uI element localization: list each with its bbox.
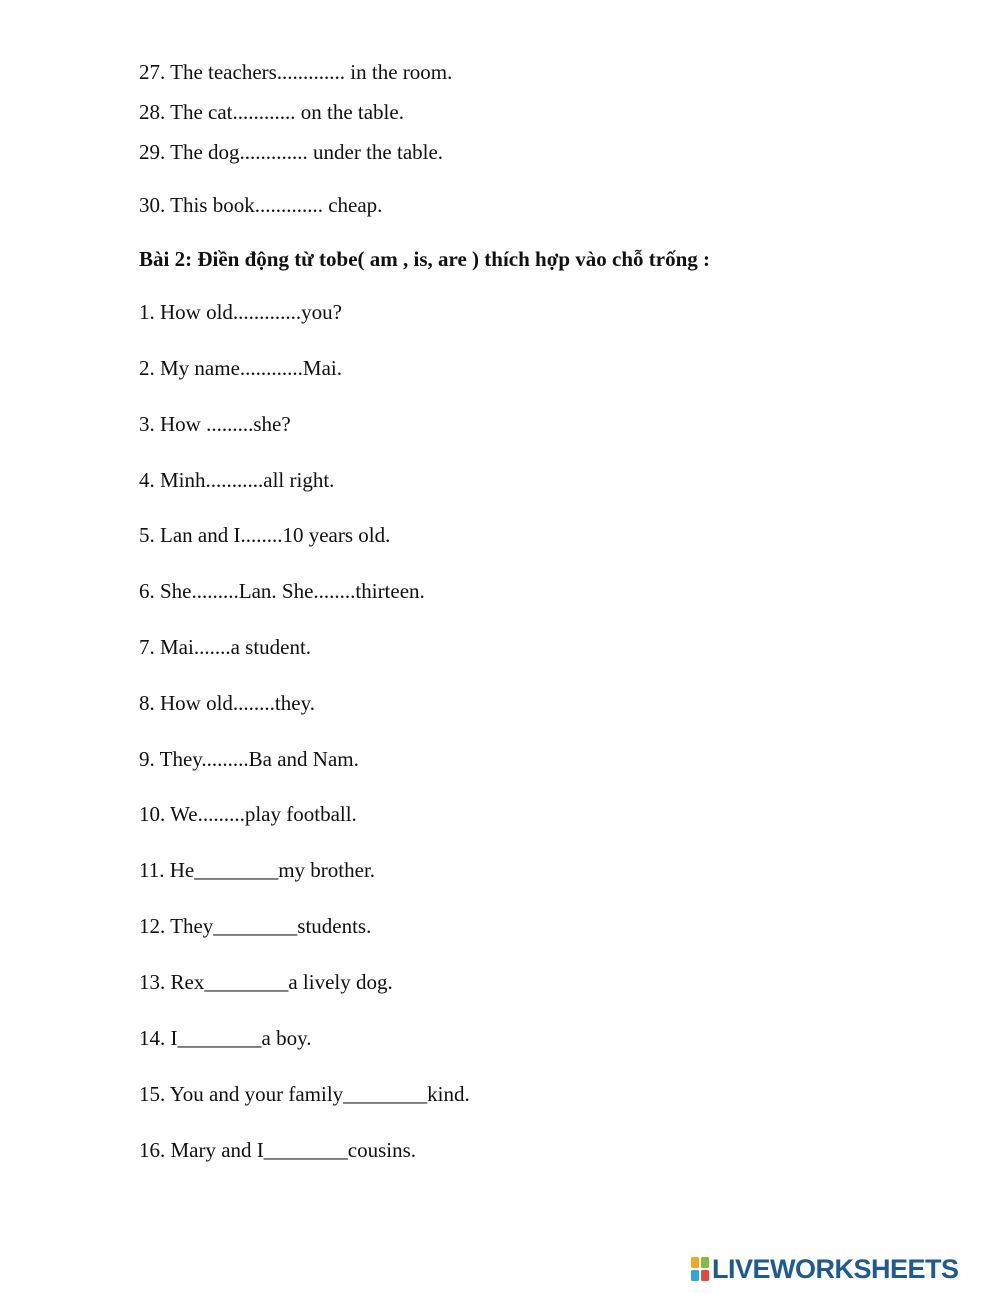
liveworksheets-logo-icon xyxy=(691,1257,709,1281)
liveworksheets-wordmark: LIVEWORKSHEETS xyxy=(712,1254,959,1284)
exercise-2-item-5: 5. Lan and I........10 years old. xyxy=(139,523,391,547)
exercise-2-item-12: 12. They________students. xyxy=(139,914,372,938)
exercise-2-item-13: 13. Rex________a lively dog. xyxy=(139,970,393,994)
exercise-2-item-6: 6. She.........Lan. She........thirteen. xyxy=(139,579,425,603)
exercise-2-item-11: 11. He________my brother. xyxy=(139,858,376,882)
exercise-2-item-16: 16. Mary and I________cousins. xyxy=(139,1138,417,1162)
exercise-2-item-8: 8. How old........they. xyxy=(139,691,315,715)
exercise-2-item-15: 15. You and your family________kind. xyxy=(139,1082,470,1106)
exercise-2-item-2: 2. My name............Mai. xyxy=(139,356,342,380)
exercise-2-item-10: 10. We.........play football. xyxy=(139,802,357,826)
question-28: 28. The cat............ on the table. xyxy=(139,100,404,124)
exercise-2-item-3: 3. How .........she? xyxy=(139,412,291,436)
liveworksheets-brand[interactable] xyxy=(691,1254,959,1284)
exercise-2-item-1: 1. How old.............you? xyxy=(139,300,342,324)
exercise-2-item-9: 9. They.........Ba and Nam. xyxy=(139,747,359,771)
question-27: 27. The teachers............. in the room. xyxy=(139,60,453,84)
question-29: 29. The dog............. under the table. xyxy=(139,140,444,164)
exercise-2-item-7: 7. Mai.......a student. xyxy=(139,635,312,659)
exercise-2-item-4: 4. Minh...........all right. xyxy=(139,468,335,492)
exercise-2-item-14: 14. I________a boy. xyxy=(139,1026,312,1050)
exercise-2-heading: Bài 2: Điền động từ tobe( am , is, are ) thích hợp vào chỗ trống : xyxy=(139,247,711,271)
question-30: 30. This book............. cheap. xyxy=(139,193,383,217)
